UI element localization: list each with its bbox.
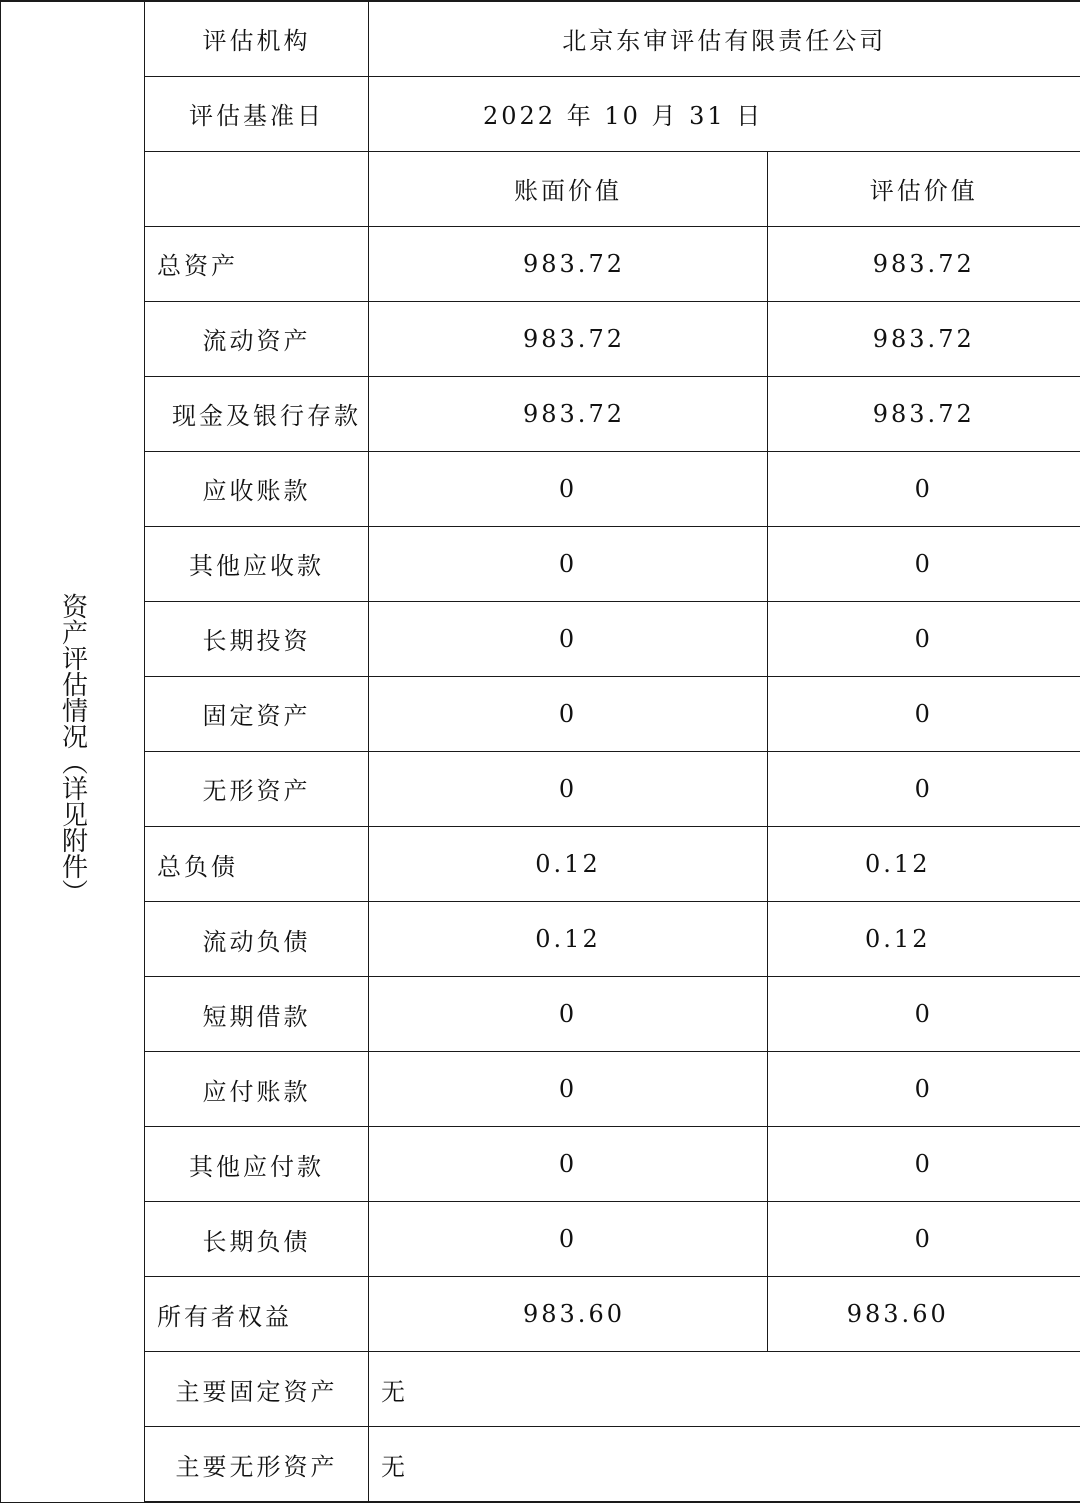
assessed-value-cell: 983.60 (768, 1277, 1080, 1352)
row-label: 固定资产 (145, 676, 369, 751)
table-row (1, 301, 1080, 376)
table-row (1, 902, 1080, 977)
main-fixed-assets-label: 主要固定资产 (145, 1352, 369, 1427)
assessed-value-cell: 983.72 (768, 376, 1080, 451)
column-header-row (1, 151, 1080, 226)
table-row (1, 601, 1080, 676)
header-blank-cell (145, 151, 369, 226)
assessed-value-cell: 0 (768, 526, 1080, 601)
assessed-value-cell: 0 (768, 1202, 1080, 1277)
main-fixed-assets-value: 无 (369, 1352, 1080, 1427)
assessed-value-cell: 0.12 (768, 902, 1080, 977)
assessed-value-cell: 0 (768, 1052, 1080, 1127)
book-value-cell: 0 (369, 1202, 768, 1277)
assessed-value-cell: 0 (768, 601, 1080, 676)
table-row (1, 1277, 1080, 1352)
table-row (1, 226, 1080, 301)
book-value-cell: 983.72 (369, 376, 768, 451)
book-value-cell: 0 (369, 601, 768, 676)
table-row (1, 451, 1080, 526)
table-row (1, 827, 1080, 902)
row-label: 无形资产 (145, 751, 369, 826)
assessed-value-cell: 983.72 (768, 301, 1080, 376)
row-label: 现金及银行存款 (145, 376, 369, 451)
table-row (1, 1052, 1080, 1127)
institution-label: 评估机构 (145, 1, 369, 76)
assessed-value-cell: 0.12 (768, 827, 1080, 902)
book-value-cell: 0 (369, 751, 768, 826)
book-value-cell: 0 (369, 1127, 768, 1202)
assessed-value-cell: 0 (768, 451, 1080, 526)
institution-row (1, 1, 1080, 76)
book-value-cell: 983.72 (369, 301, 768, 376)
row-label: 总负债 (145, 827, 369, 902)
book-value-cell: 0 (369, 977, 768, 1052)
main-fixed-assets-row (1, 1352, 1080, 1427)
assessed-value-cell: 0 (768, 1127, 1080, 1202)
table-row (1, 526, 1080, 601)
book-value-cell: 0 (369, 451, 768, 526)
table-row (1, 751, 1080, 826)
book-value-cell: 983.60 (369, 1277, 768, 1352)
main-intangible-assets-label: 主要无形资产 (145, 1427, 369, 1502)
row-label: 应付账款 (145, 1052, 369, 1127)
assessed-value-header: 评估价值 (768, 151, 1080, 226)
row-label: 其他应收款 (145, 526, 369, 601)
assessed-value-cell: 0 (768, 977, 1080, 1052)
row-label: 其他应付款 (145, 1127, 369, 1202)
table-row (1, 977, 1080, 1052)
book-value-header: 账面价值 (369, 151, 768, 226)
row-label: 短期借款 (145, 977, 369, 1052)
row-label: 所有者权益 (145, 1277, 369, 1352)
book-value-cell: 0 (369, 1052, 768, 1127)
row-label: 长期负债 (145, 1202, 369, 1277)
row-label: 长期投资 (145, 601, 369, 676)
institution-value: 北京东审评估有限责任公司 (369, 1, 1080, 76)
row-label: 应收账款 (145, 451, 369, 526)
table-row (1, 1202, 1080, 1277)
table-row (1, 1127, 1080, 1202)
base-date-row (1, 76, 1080, 151)
book-value-cell: 0.12 (369, 902, 768, 977)
base-date-value: 2022 年 10 月 31 日 (369, 76, 1080, 151)
assessed-value-cell: 983.72 (768, 226, 1080, 301)
section-label-cell (1, 1, 145, 1502)
table-row (1, 376, 1080, 451)
book-value-cell: 0 (369, 526, 768, 601)
assessed-value-cell: 0 (768, 676, 1080, 751)
section-label: 资产评估情况（详见附件） (57, 592, 88, 905)
main-intangible-assets-row (1, 1427, 1080, 1502)
book-value-cell: 983.72 (369, 226, 768, 301)
table-row (1, 676, 1080, 751)
book-value-cell: 0 (369, 676, 768, 751)
book-value-cell: 0.12 (369, 827, 768, 902)
main-intangible-assets-value: 无 (369, 1427, 1080, 1502)
row-label: 总资产 (145, 226, 369, 301)
assessed-value-cell: 0 (768, 751, 1080, 826)
row-label: 流动负债 (145, 902, 369, 977)
base-date-label: 评估基准日 (145, 76, 369, 151)
row-label: 流动资产 (145, 301, 369, 376)
